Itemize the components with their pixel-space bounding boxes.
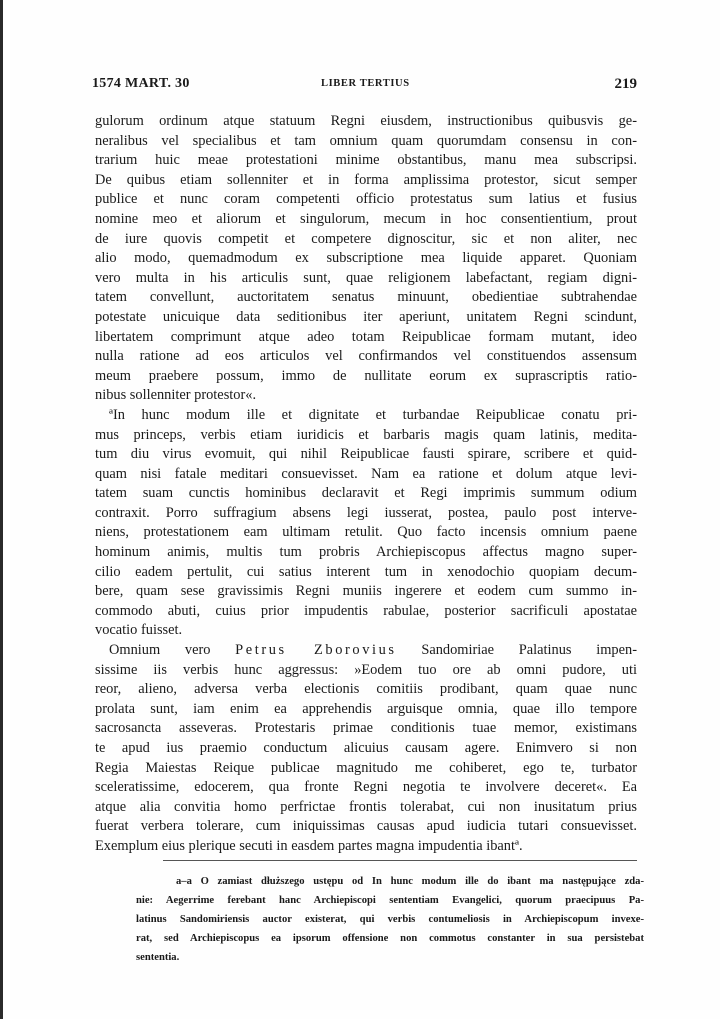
text-line: alio modo, quemadmodum ex subscriptione mea liquide apparet. Quoniam (95, 250, 637, 267)
footnote-line: latinus Sandomiriensis auctor existerat, qui verbis contumeliosis in Archiepiscopum invexe- (136, 914, 644, 925)
footnote-line: sententia. (136, 952, 180, 963)
text-line: publice et nunc coram competenti officio protestatus sum latius et fusius (95, 191, 637, 208)
running-header (92, 76, 637, 96)
text-line: contraxit. Porro suffragium absens legi iusserat, postea, paulo post interve- (95, 504, 637, 521)
text-line: nibus sollenniter protestor«. (95, 387, 257, 404)
page-number: 219 (614, 76, 637, 92)
text-line: cilio eadem pertulit, cui satius interent tum in xenodochio quopiam decum- (95, 563, 637, 580)
person-name: Petrus Zborovius (235, 642, 397, 659)
text-line: tum diu virus evomuit, qui nihil Reipublicae fausti spirare, scribere et quid- (95, 446, 637, 463)
text-line: Regia Maiestas Reique publicae magnitudo me cohiberet, ego te, turbator (95, 759, 637, 776)
footnote-line: nie: Aegerrime ferebant hanc Archiepiscopi sententiam Evangelici, quorum praecipuus Pa- (136, 895, 644, 906)
text-line: gulorum ordinum atque statuum Regni eiusdem, instructionibus quibusvis ge- (95, 113, 637, 129)
text-line: trarium huic meae protestationi minime obstantibus, manu mea subscripsi. (95, 152, 637, 169)
text-line: neralibus vel specialibus et tam omnium quam quorumdam consensu in con- (95, 132, 637, 149)
text-line: De quibus etiam sollenniter et in forma amplissima protestor, sicut semper (95, 171, 637, 188)
text-line: sissime iis verbis hunc aggressus: »Eodem tuo ore ab omni pudore, uti (95, 661, 637, 678)
text-line: nomine meo et aliorum et singulorum, mecum in hoc consentientium, prout (95, 210, 637, 227)
text-line: de iure quovis competit et competere dignoscitur, sic et non aliter, nec (95, 230, 637, 247)
footnote (136, 872, 644, 967)
footnote-divider (163, 860, 637, 861)
paragraph-protestation (95, 112, 637, 406)
footnote-line: a–a O zamiast dłuższego ustępu od In hunc modum ille do ibant ma następujące zda- (176, 876, 644, 887)
text-line: commodo abuti, cuius prior impudentis rabulae, posterior sacrificuli apostatae (95, 602, 637, 619)
text-line: Exemplum eius plerique secuti in easdem partes magna impudentia ibantª. (95, 837, 523, 854)
main-text (95, 112, 637, 857)
text-run: Omnium vero (109, 642, 236, 659)
text-line: potestate unicuique data seditionibus iter aperiunt, unitatem Regni scindunt, (95, 308, 637, 325)
text-run: Sandomiriae Palatinus impen- (396, 642, 637, 659)
text-line: meum praebere possum, immo de nullitate eorum ex suprascriptis ratio- (95, 367, 637, 384)
text-line: bere, quam sese gravissimis Regni muniis ingerere et eodem cum summo in- (95, 583, 637, 600)
text-line: tatem convellunt, auctoritatem senatus minuunt, obedientiae subtrahendae (95, 289, 637, 306)
text-line: sceleratissime, edocerem, qua fronte Regni negotia te involvere deceret«. Ea (95, 779, 637, 796)
text-line: nulla ratione ad eos articulos vel confirmandos vel constituendos assensum (95, 348, 637, 365)
text-line: vero multa in his articulis sunt, quae religionem labefactant, regiam digni- (95, 269, 637, 286)
header-date: 1574 MART. 30 (92, 76, 190, 91)
text-line: niens, protestationem eam ultimam retulit. Quo facto incensis omnium paene (95, 524, 637, 541)
text-line: libertatem comprimunt atque adeo totam Reipublicae formam mutant, ideo (95, 328, 637, 345)
text-line: tatem suam cunctis hominibus declaravit et Regi imprimis summum odium (95, 485, 637, 502)
paragraph-zborovius (95, 641, 637, 857)
text-line: mus princeps, verbis etiam iuridicis et barbaris magis quam latinis, medita- (95, 426, 637, 443)
text-line: quam nisi fatale meditari consuevisset. Nam ea ratione et dolum atque levi- (95, 465, 637, 482)
text-line: vocatio fuisset. (95, 622, 183, 639)
text-line (95, 641, 637, 661)
text-line: te apud ius praemio conductum alicuius causam agere. Enimvero si non (95, 740, 637, 756)
text-line: ªIn hunc modum ille et dignitate et turbandae Reipublicae conatu pri- (109, 406, 637, 423)
text-line: prolata sunt, iam enim ea apprehendis arguisque omnia, quae illo tempore (95, 700, 637, 717)
text-line: sacrosancta asseveras. Protestaris primae conditionis tuae memor, existimans (95, 720, 637, 737)
footnote-line: rat, sed Archiepiscopus ea ipsorum offensione non commotus constanter in sua persistebat (136, 933, 644, 944)
text-line: hominum animis, multis tum probris Archiepiscopus affectus magno super- (95, 544, 637, 561)
text-line: fuerat verbera tolerare, cum iniquissimas causas apud iudicia tutari consuevisset. (95, 818, 637, 835)
paragraph-archbishop (95, 406, 637, 641)
header-book-title: LIBER TERTIUS (321, 78, 410, 89)
text-line: atque alia convitia homo perfrictae frontis tolerabat, cui non inusitatum prius (95, 798, 637, 815)
text-line: reor, alieno, adversa verba electionis comitiis prodibant, quam quae nunc (95, 681, 637, 698)
